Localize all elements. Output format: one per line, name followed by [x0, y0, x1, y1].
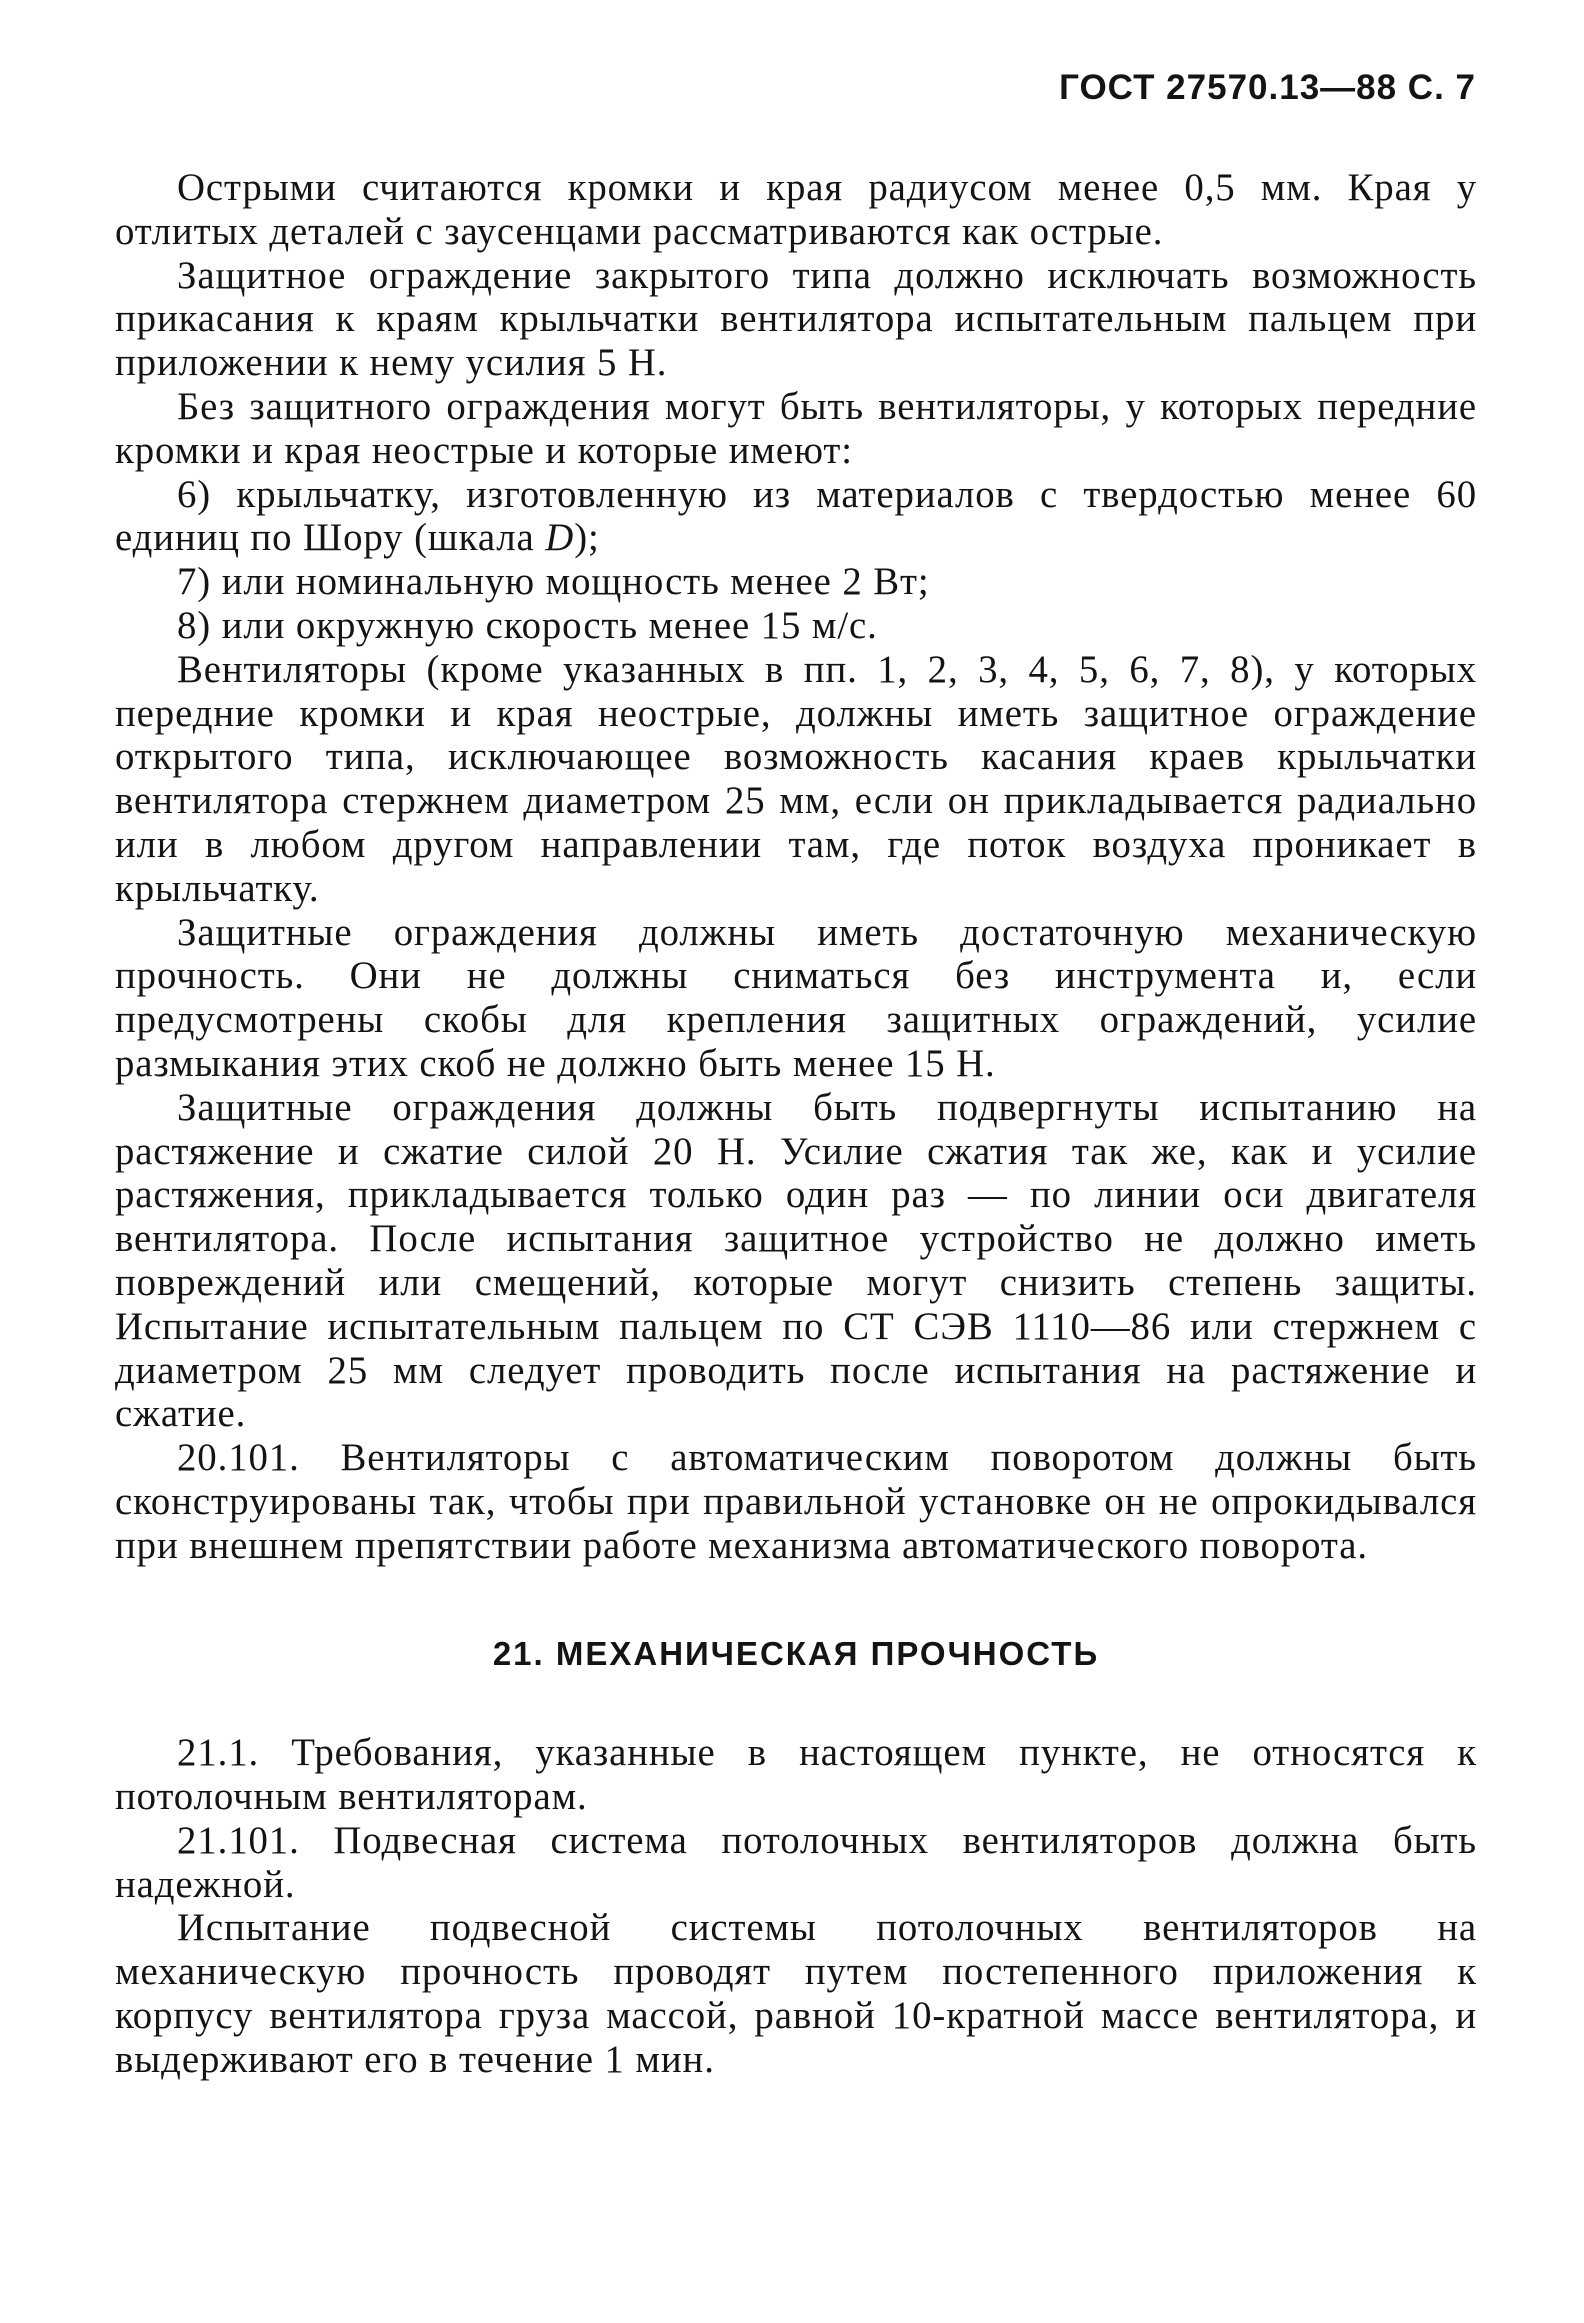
list-item-6-close: ); — [574, 516, 600, 560]
list-item-8: 8) или окружную скорость менее 15 м/с. — [177, 603, 878, 647]
paragraph-without-guard: Без защитного ограждения могут быть вентиляторы, у которых передние кромки и края неострые и которые имеют: — [115, 384, 1477, 472]
list-item-6-text: 6) крыльчатку, изготовленную из материалов с твердостью менее 60 единиц по Шору (шкала — [115, 472, 1477, 560]
document-body — [115, 166, 1477, 2082]
paragraph-mechanical-strength-guard: Защитные ограждения должны иметь достаточную механическую прочность. Они не должны сниматься без инструмента и, если предусмотрены скобы для крепления защитных ограждений, усилие размыкания этих скоб не должно быть менее 15 Н. — [115, 910, 1477, 1085]
section-title: 21. МЕХАНИЧЕСКАЯ ПРОЧНОСТЬ — [492, 1634, 1100, 1672]
paragraph-suspension-test: Испытание подвесной системы потолочных вентиляторов на механическую прочность проводят путем постепенного приложения к корпусу вентилятора груза массой, равной 10-кратной массе вентилятора, и выдерживают его в течение 1 мин. — [115, 1906, 1477, 2081]
paragraph-sharp-edges: Острыми считаются кромки и края радиусом менее 0,5 мм. Края у отлитых деталей с заусенцами рассматриваются как острые. — [115, 166, 1477, 253]
list-item-6 — [115, 473, 1477, 561]
list-item-7: 7) или номинальную мощность менее 2 Вт; — [177, 560, 930, 604]
running-head: ГОСТ 27570.13—88 С. 7 — [1059, 68, 1476, 107]
paragraph-guard-test: Защитные ограждения должны быть подвергнуты испытанию на растяжение и сжатие силой 20 Н. Усилие сжатия так же, как и усилие растяжения, прикладывается только один раз — по линии оси двигателя вентилятора. После испытания защитное устройство не должно иметь повреждений или смещений, которые могут снизить степень защиты. Испытание испытательным пальцем по СТ СЭВ 1110—86 или стержнем с диаметром 25 мм следует проводить после испытания на растяжение и сжатие. — [115, 1085, 1477, 1436]
paragraph-open-guard: Вентиляторы (кроме указанных в пп. 1, 2, 3, 4, 5, 6, 7, 8), у которых передние кромки и края неострые, должны иметь защитное ограждение открытого типа, исключающее возможность касания краев крыльчатки вентилятора стержнем диаметром 25 мм, если он прикладывается радиально или в любом другом направлении там, где поток воздуха проникает в крыльчатку. — [115, 647, 1477, 910]
paragraph-closed-guard: Защитное ограждение закрытого типа должно исключать возможность прикасания к краям крыльчатки вентилятора испытательным пальцем при приложении к нему усилия 5 Н. — [115, 253, 1477, 385]
paragraph-21-101: 21.101. Подвесная система потолочных вентиляторов должна быть надежной. — [115, 1818, 1477, 1906]
paragraph-21-1: 21.1. Требования, указанные в настоящем пункте, не относятся к потолочным вентиляторам. — [115, 1731, 1477, 1819]
paragraph-20-101: 20.101. Вентиляторы с автоматическим поворотом должны быть сконструированы так, чтобы при правильной установке он не опрокидывался при внешнем препятствии работе механизма автоматического поворота. — [115, 1436, 1477, 1567]
shore-scale-letter: D — [545, 516, 575, 560]
